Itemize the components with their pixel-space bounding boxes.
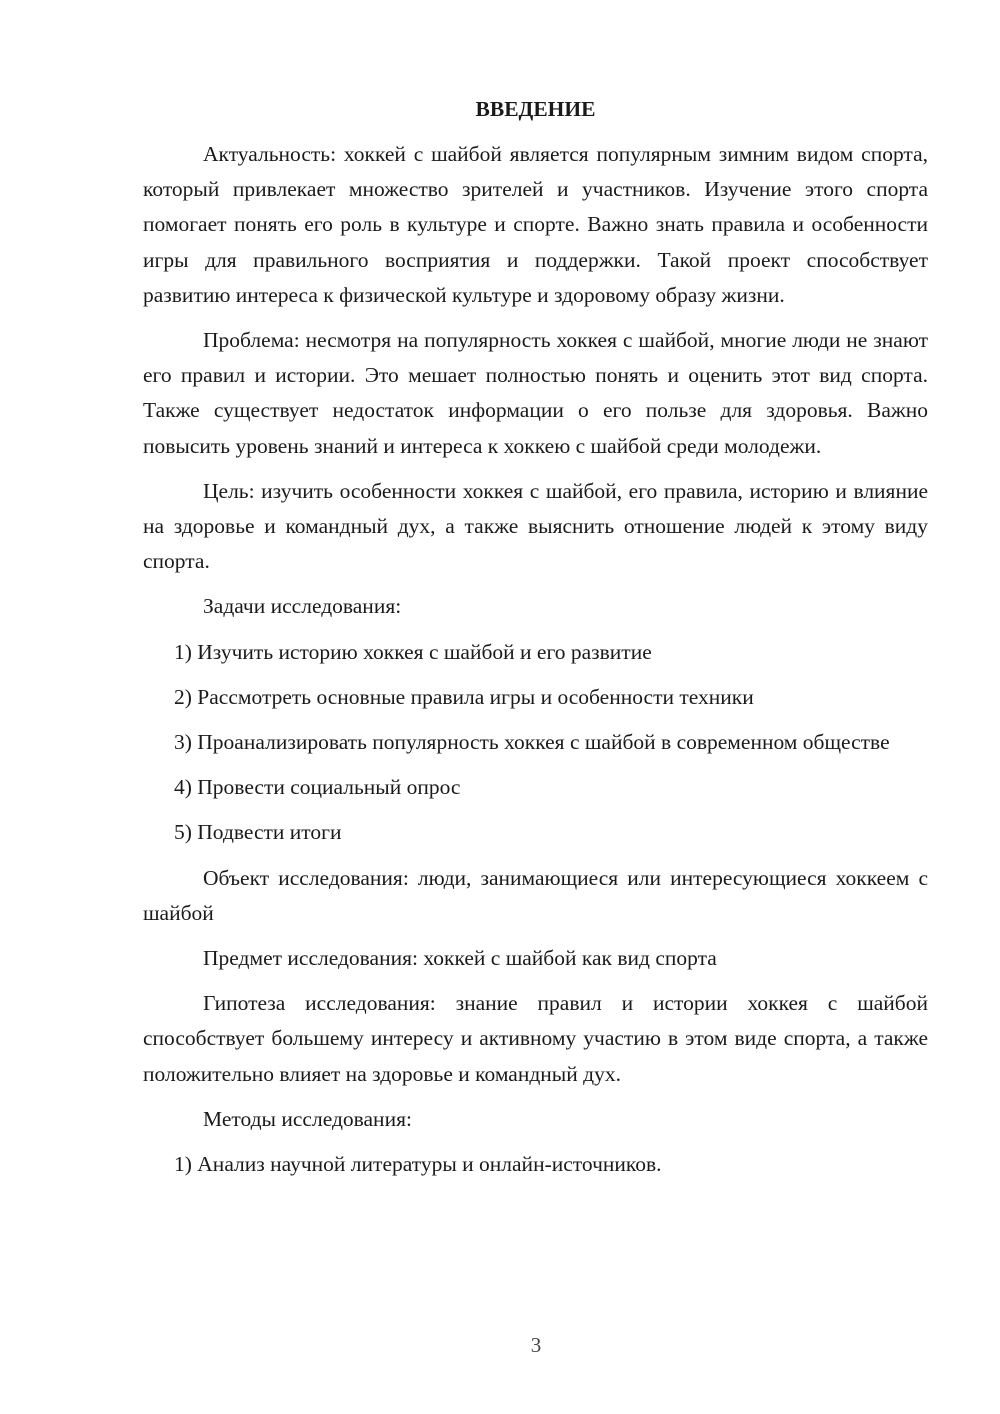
methods-heading: Методы исследования: [203, 1106, 412, 1131]
subject-paragraph: Предмет исследования: хоккей с шайбой как вид спорта [203, 946, 717, 971]
task-item-2: 2) Рассмотреть основные правила игры и особенности техники [174, 684, 754, 709]
task-item-5: 5) Подвести итоги [174, 820, 342, 845]
method-item-1: 1) Анализ научной литературы и онлайн-источников. [174, 1152, 662, 1177]
task-item-1: 1) Изучить историю хоккея с шайбой и его развитие [174, 639, 652, 664]
object-paragraph: Объект исследования: люди, занимающиеся или интересующиеся хоккеем с шайбой [143, 865, 928, 925]
page-number: 3 [530, 1333, 542, 1357]
relevance-paragraph: Актуальность: хоккей с шайбой является популярным зимним видом спорта, который привлекает множество зрителей и участников. Изучение этого спорта помогает понять его роль в культуре и спорте. Важно знать правила и особенности игры для правильного восприятия и поддержки. Такой проект способствует развитию интереса к физической культуре и здоровому образу жизни. [143, 142, 928, 307]
hypothesis-paragraph: Гипотеза исследования: знание правил и истории хоккея с шайбой способствует большему интересу и активному участию в этом виде спорта, а также положительно влияет на здоровье и командный дух. [143, 991, 928, 1086]
task-item-4: 4) Провести социальный опрос [174, 775, 461, 800]
page-body [143, 92, 928, 1192]
tasks-heading: Задачи исследования: [203, 594, 402, 619]
goal-paragraph: Цель: изучить особенности хоккея с шайбой, его правила, историю и влияние на здоровье и командный дух, а также выяснить отношение людей к этому виду спорта. [143, 478, 928, 574]
problem-paragraph: Проблема: несмотря на популярность хоккея с шайбой, многие люди не знают его правил и истории. Это мешает полностью понять и оценить этот вид спорта. Также существует недостаток информации о его пользе для здоровья. Важно повысить уровень знаний и интереса к хоккею с шайбой среди молодежи. [143, 328, 928, 458]
page-title: ВВЕДЕНИЕ [475, 97, 596, 121]
task-item-3: 3) Проанализировать популярность хоккея с шайбой в современном обществе [174, 730, 890, 755]
